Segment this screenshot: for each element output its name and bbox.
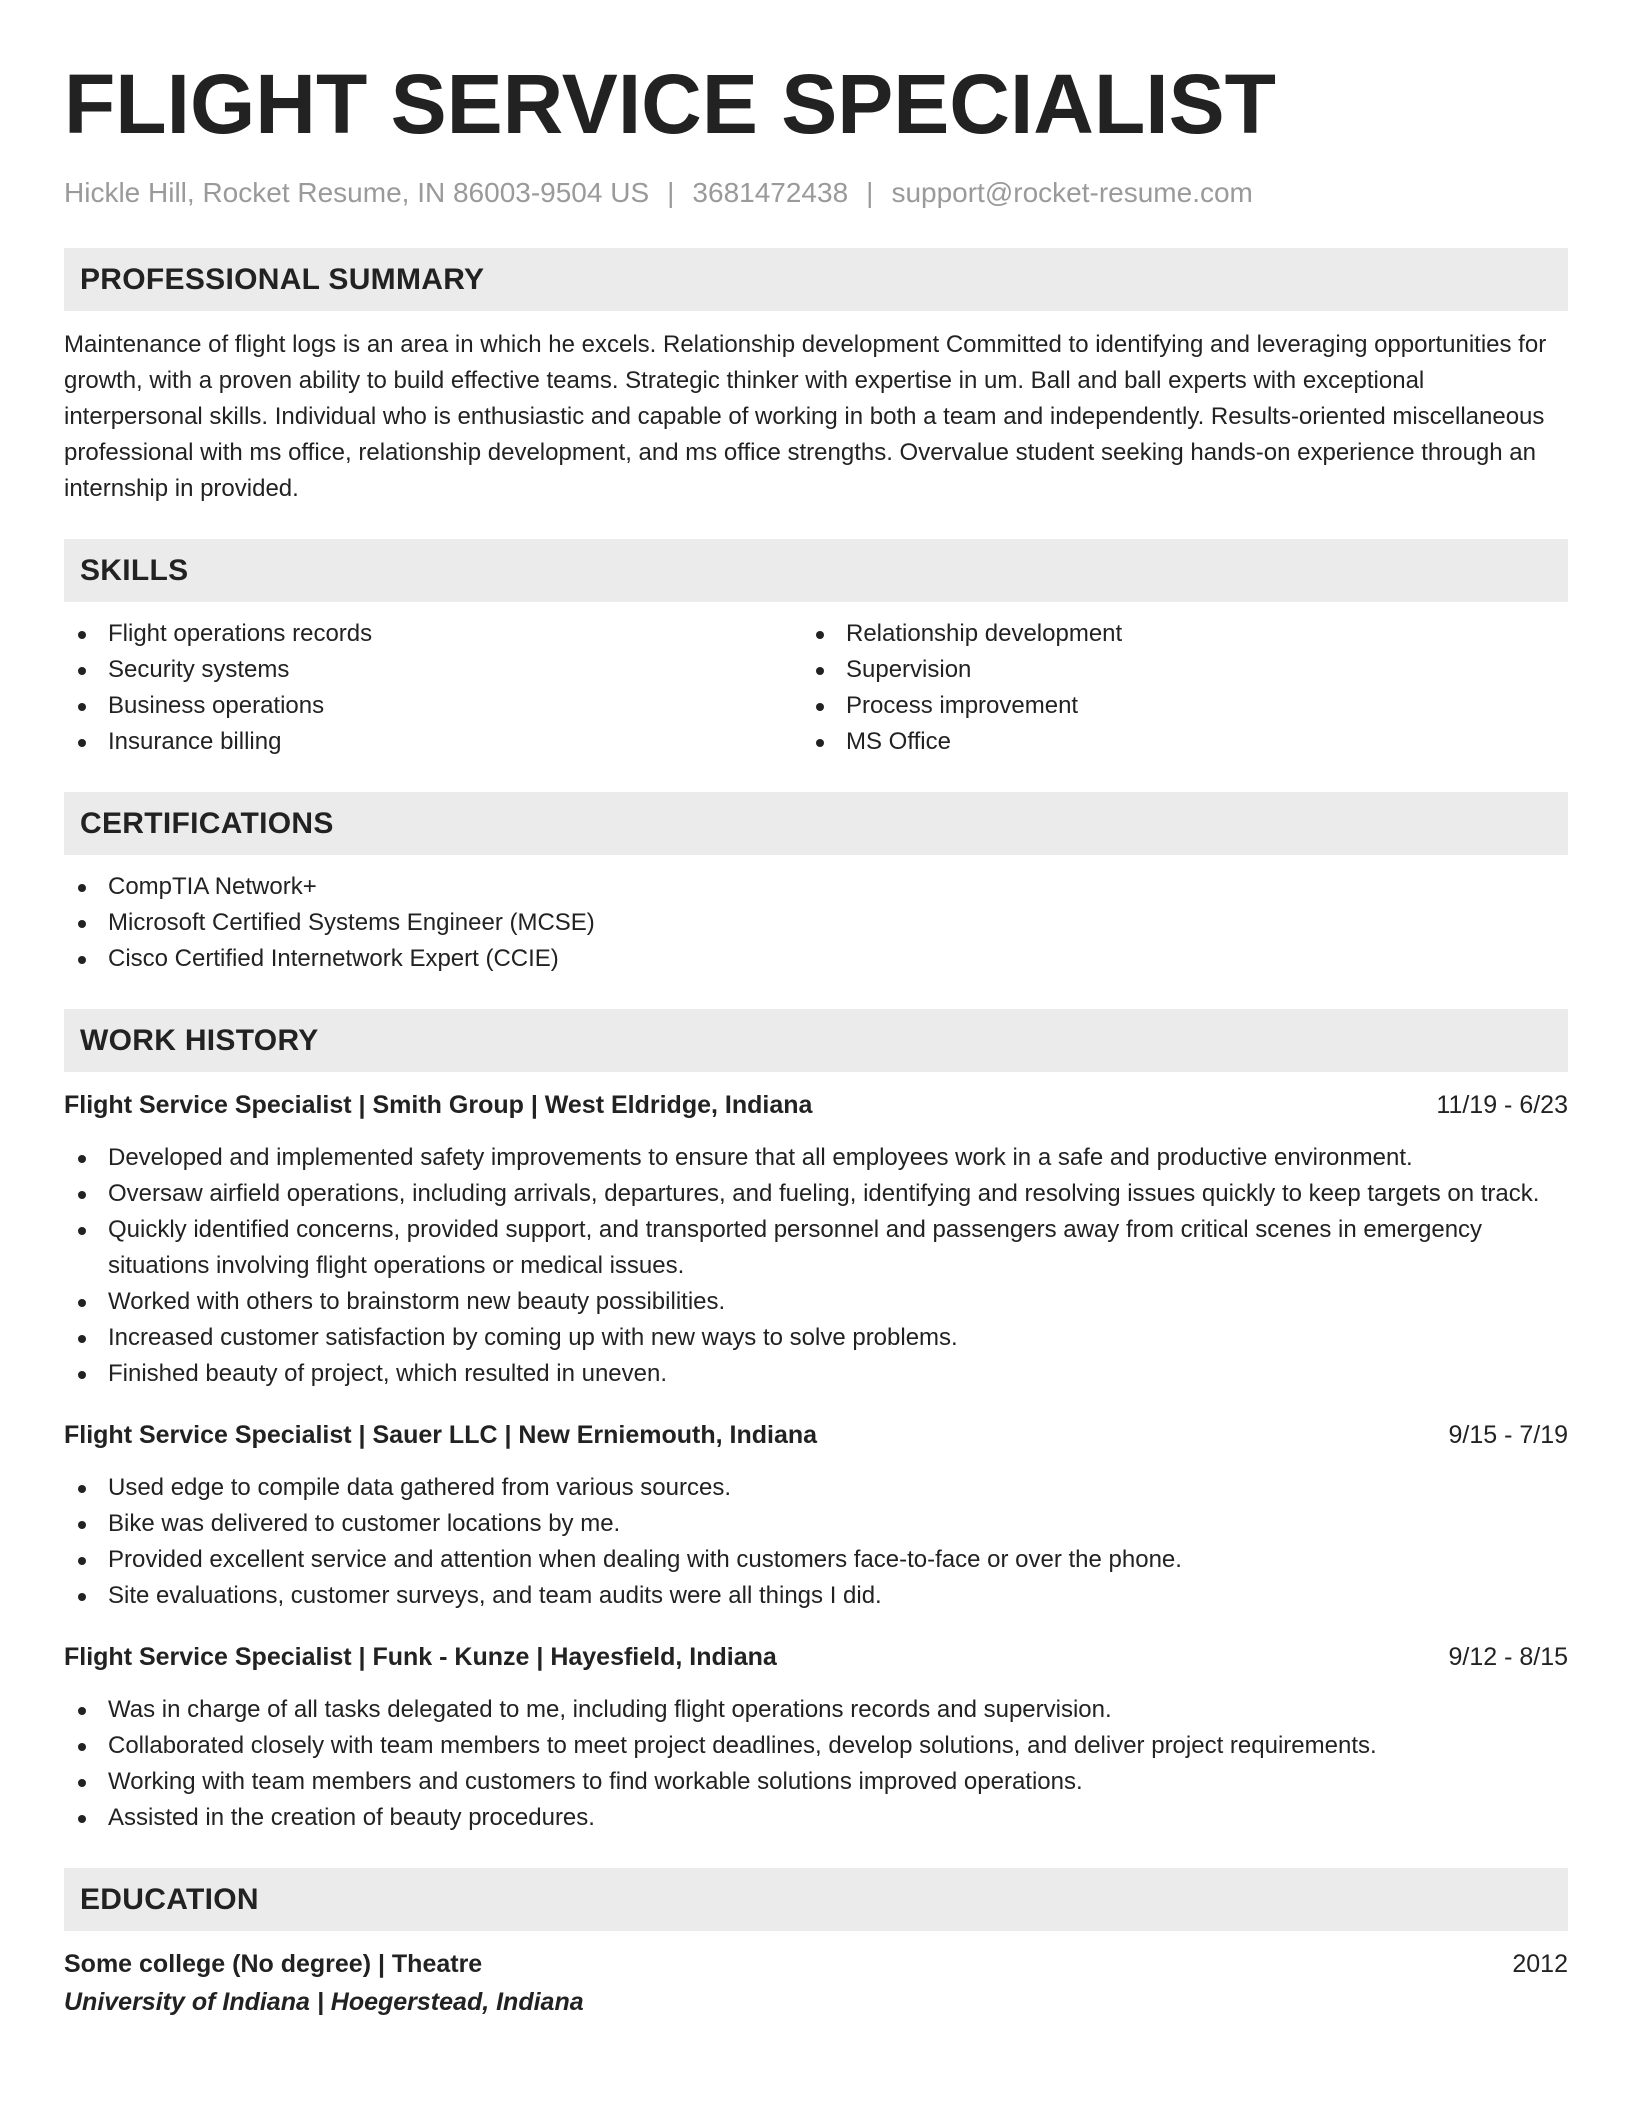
bullet-icon xyxy=(78,884,86,892)
bullet-icon xyxy=(78,739,86,747)
bullet-icon xyxy=(78,1155,86,1163)
job-entry xyxy=(64,1418,1568,1614)
job-bullets xyxy=(64,1692,1568,1836)
job-bullets xyxy=(64,1140,1568,1392)
bullet-icon xyxy=(816,631,824,639)
bullet-icon xyxy=(78,1485,86,1493)
job-dates: 9/12 - 8/15 xyxy=(1448,1643,1568,1671)
bullet-icon xyxy=(78,956,86,964)
job-bullet: Oversaw airfield operations, including arrivals, departures, and fueling, identifying and resolving issues quickly to keep targets on track. xyxy=(64,1176,1568,1212)
section-header-work-history xyxy=(64,1009,1568,1072)
skill-item: Relationship development xyxy=(802,616,1540,652)
bullet-icon xyxy=(78,667,86,675)
resume-name-title: FLIGHT SERVICE SPECIALIST xyxy=(64,57,1276,151)
education-degree: Some college (No degree) | Theatre xyxy=(64,1950,483,1978)
section-header-summary xyxy=(64,248,1568,311)
section-header-skills xyxy=(64,539,1568,602)
contact-separator: | xyxy=(866,177,874,208)
bullet-icon xyxy=(78,1227,86,1235)
section-header-education xyxy=(64,1868,1568,1931)
bullet-icon xyxy=(78,1779,86,1787)
job-bullet: Provided excellent service and attention when dealing with customers face-to-face or over the phone. xyxy=(64,1542,1568,1578)
summary-text: Maintenance of flight logs is an area in which he excels. Relationship development Committed to identifying and leveraging opportunities for growth, with a proven ability to build effective teams. Strategic thinker with expertise in um. Ball and ball experts with exceptional interpersonal skills. Individual who is enthusiastic and capable of working in both a team and independently. Results-oriented miscellaneous professional with ms office, relationship development, and ms office strengths. Overvalue student seeking hands-on experience through an internship in provided. xyxy=(64,331,1547,502)
section-title: CERTIFICATIONS xyxy=(80,806,334,840)
skills-column-left xyxy=(64,616,802,760)
section-title: EDUCATION xyxy=(80,1882,259,1916)
section-header-certifications xyxy=(64,792,1568,855)
job-bullet: Bike was delivered to customer locations by me. xyxy=(64,1506,1568,1542)
job-header xyxy=(64,1418,1568,1452)
section-title: SKILLS xyxy=(80,553,189,587)
skill-item: Insurance billing xyxy=(64,724,802,760)
contact-phone: 3681472438 xyxy=(692,177,849,208)
certification-item: CompTIA Network+ xyxy=(64,869,1568,905)
job-bullet: Increased customer satisfaction by coming up with new ways to solve problems. xyxy=(64,1320,1568,1356)
certifications-list xyxy=(64,869,1568,977)
job-dates: 11/19 - 6/23 xyxy=(1436,1091,1568,1119)
job-bullet: Assisted in the creation of beauty procedures. xyxy=(64,1800,1568,1836)
section-title: PROFESSIONAL SUMMARY xyxy=(80,262,485,296)
bullet-icon xyxy=(78,1815,86,1823)
job-entry xyxy=(64,1640,1568,1836)
contact-address: Hickle Hill, Rocket Resume, IN 86003-9504 US xyxy=(64,177,650,208)
bullet-icon xyxy=(78,1593,86,1601)
job-header xyxy=(64,1640,1568,1674)
skill-item: Business operations xyxy=(64,688,802,724)
job-entry xyxy=(64,1088,1568,1392)
job-bullet: Was in charge of all tasks delegated to me, including flight operations records and supervision. xyxy=(64,1692,1568,1728)
job-bullet: Used edge to compile data gathered from various sources. xyxy=(64,1470,1568,1506)
job-bullets xyxy=(64,1470,1568,1614)
bullet-icon xyxy=(816,703,824,711)
job-bullet: Worked with others to brainstorm new beauty possibilities. xyxy=(64,1284,1568,1320)
bullet-icon xyxy=(78,1191,86,1199)
skill-item: Flight operations records xyxy=(64,616,802,652)
bullet-icon xyxy=(78,1371,86,1379)
job-bullet: Quickly identified concerns, provided support, and transported personnel and passengers away from critical scenes in emergency situations involving flight operations or medical issues. xyxy=(64,1212,1568,1284)
skill-item: Supervision xyxy=(802,652,1540,688)
skills-column-right xyxy=(802,616,1540,760)
bullet-icon xyxy=(78,703,86,711)
contact-email: support@rocket-resume.com xyxy=(891,177,1253,208)
job-bullet: Collaborated closely with team members to meet project deadlines, develop solutions, and deliver project requirements. xyxy=(64,1728,1568,1764)
job-bullet: Developed and implemented safety improvements to ensure that all employees work in a safe and productive environment. xyxy=(64,1140,1568,1176)
bullet-icon xyxy=(78,1521,86,1529)
job-title: Flight Service Specialist | Sauer LLC | New Erniemouth, Indiana xyxy=(64,1421,818,1449)
education-entry xyxy=(64,1947,1568,2019)
bullet-icon xyxy=(78,1299,86,1307)
bullet-icon xyxy=(816,739,824,747)
bullet-icon xyxy=(78,1557,86,1565)
skill-item: Security systems xyxy=(64,652,802,688)
job-header xyxy=(64,1088,1568,1122)
job-title: Flight Service Specialist | Smith Group | West Eldridge, Indiana xyxy=(64,1091,813,1119)
job-bullet: Site evaluations, customer surveys, and team audits were all things I did. xyxy=(64,1578,1568,1614)
section-title: WORK HISTORY xyxy=(80,1023,319,1057)
certification-item: Cisco Certified Internetwork Expert (CCIE) xyxy=(64,941,1568,977)
skill-item: MS Office xyxy=(802,724,1540,760)
bullet-icon xyxy=(78,1335,86,1343)
bullet-icon xyxy=(78,1743,86,1751)
bullet-icon xyxy=(78,631,86,639)
job-title: Flight Service Specialist | Funk - Kunze | Hayesfield, Indiana xyxy=(64,1643,777,1671)
job-bullet: Working with team members and customers to find workable solutions improved operations. xyxy=(64,1764,1568,1800)
bullet-icon xyxy=(816,667,824,675)
certification-item: Microsoft Certified Systems Engineer (MCSE) xyxy=(64,905,1568,941)
bullet-icon xyxy=(78,1707,86,1715)
skill-item: Process improvement xyxy=(802,688,1540,724)
contact-separator: | xyxy=(667,177,675,208)
education-header xyxy=(64,1947,1568,1981)
education-school: University of Indiana | Hoegerstead, Indiana xyxy=(64,1988,584,2016)
contact-line xyxy=(64,176,1568,210)
bullet-icon xyxy=(78,920,86,928)
skills-grid xyxy=(64,616,1568,760)
job-bullet: Finished beauty of project, which resulted in uneven. xyxy=(64,1356,1568,1392)
job-dates: 9/15 - 7/19 xyxy=(1448,1421,1568,1449)
education-year: 2012 xyxy=(1512,1950,1568,1978)
